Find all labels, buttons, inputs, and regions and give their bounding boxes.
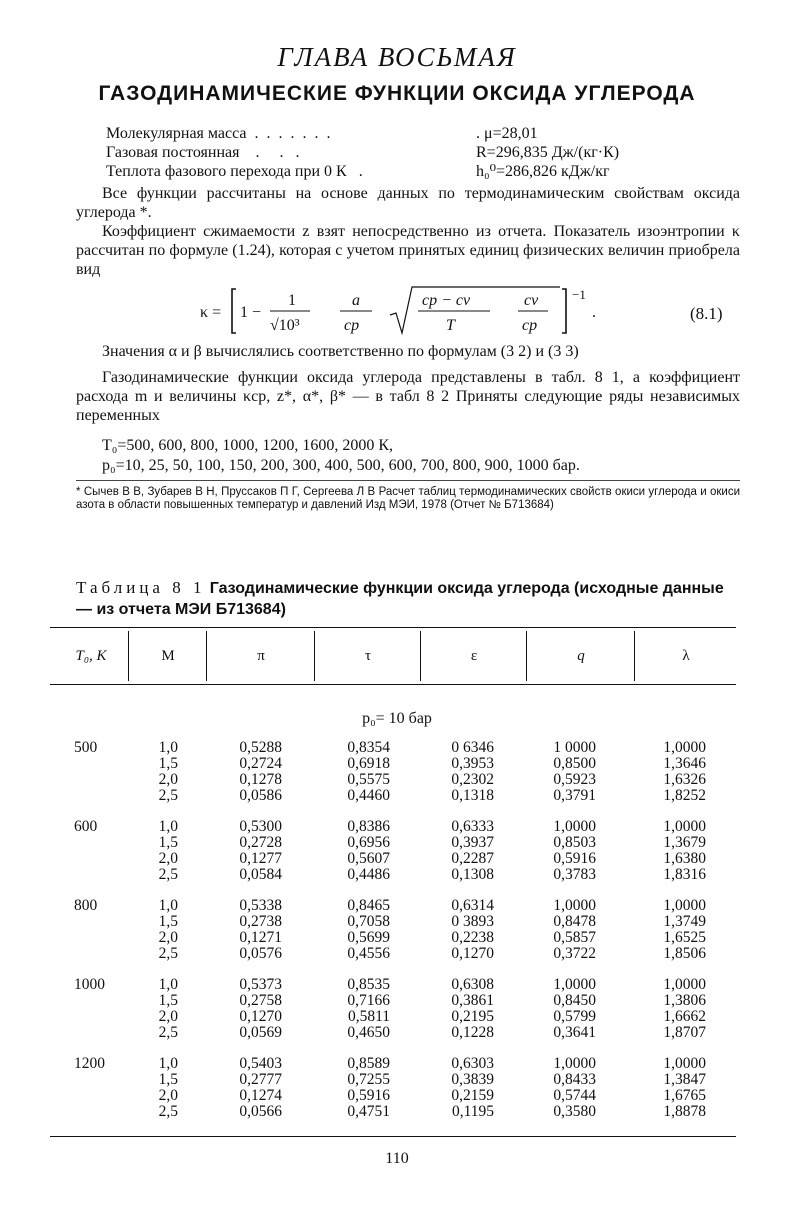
pressure-label: p₀= 10 бар	[362, 710, 432, 727]
table-column	[663, 740, 706, 804]
cell-epsilon: 0,2287	[451, 850, 494, 867]
table-column	[239, 1056, 282, 1120]
formula-period: .	[592, 304, 596, 321]
cell-tau: 0,4650	[347, 1024, 390, 1041]
table-column	[553, 898, 596, 962]
cell-m: 1,0	[158, 1055, 178, 1072]
cell-epsilon: 0,3937	[451, 834, 494, 851]
cell-lambda: 1,6662	[663, 1008, 706, 1025]
cell-m: 1,0	[158, 739, 178, 756]
table-caption	[76, 578, 740, 620]
cell-m: 2,0	[158, 1008, 178, 1025]
formula-den1: √10³	[270, 317, 300, 334]
formula-exponent: −1	[572, 287, 586, 302]
cell-tau: 0,4486	[347, 866, 390, 883]
cell-pi: 0,2758	[239, 992, 282, 1009]
header-epsilon: ε	[470, 648, 478, 664]
table-column	[159, 898, 178, 962]
formula-num1: 1	[288, 292, 296, 309]
cell-epsilon: 0 6346	[451, 739, 494, 756]
cell-q: 0,5857	[553, 929, 596, 946]
table-column	[239, 898, 282, 962]
paragraph-compressibility: Коэффициент сжимаемости z взят непосредственно из отчета. Показатель изоэнтропии κ рассчитан по формуле (1.24), которая с учетом принятых единиц физических величин приобрела вид	[76, 223, 740, 278]
column-divider	[128, 631, 129, 681]
cell-lambda: 1,3847	[663, 1071, 706, 1088]
table-column	[159, 819, 178, 883]
cell-epsilon: 0 3893	[451, 913, 494, 930]
table-header-rule	[50, 684, 736, 685]
cell-lambda: 1,8707	[663, 1024, 706, 1041]
chapter-heading: ГЛАВА ВОСЬМАЯ	[277, 42, 517, 72]
paragraph-intro: Все функции рассчитаны на основе данных по термодинамическим свойствам оксида углерода *.	[76, 185, 740, 221]
cell-m: 2,0	[158, 771, 178, 788]
cell-m: 1,0	[158, 976, 178, 993]
cell-lambda: 1,3806	[663, 992, 706, 1009]
formula-number: (8.1)	[690, 304, 723, 323]
cell-pi: 0,5300	[239, 818, 282, 835]
table-block	[50, 1056, 736, 1120]
header-q: q	[577, 648, 585, 664]
header-tau: τ	[364, 648, 372, 664]
cell-pi: 0,5373	[239, 976, 282, 993]
cell-lambda: 1,3679	[663, 834, 706, 851]
table-column	[159, 1056, 178, 1120]
cell-m: 2,5	[158, 866, 178, 883]
cell-tau: 0,7058	[347, 913, 390, 930]
table-column	[553, 740, 596, 804]
cell-q: 0,8433	[553, 1071, 596, 1088]
table-column	[663, 898, 706, 962]
table-column	[553, 819, 596, 883]
table-column	[239, 740, 282, 804]
cell-lambda: 1,3749	[663, 913, 706, 930]
cell-tau: 0,7166	[347, 992, 390, 1009]
table-block	[50, 977, 736, 1041]
cell-q: 1 0000	[553, 739, 596, 756]
cell-pi: 0,0576	[239, 945, 282, 962]
cell-lambda: 1,0000	[663, 976, 706, 993]
cell-tau: 0,6956	[347, 834, 390, 851]
cell-pi: 0,2777	[239, 1071, 282, 1088]
cell-pi: 0,0586	[239, 787, 282, 804]
cell-tau: 0,4460	[347, 787, 390, 804]
cell-epsilon: 0,6303	[451, 1055, 494, 1072]
footnote: * Сычев В В, Зубарев В Н, Пруссаков П Г, Сергеева Л В Расчет таблиц термодинамических свойств окиси углерода и окиси азота в области повышенных температур и давлений Изд МЭИ, 1978 (Отчет № Б713684)	[76, 486, 740, 511]
cell-t0: 600	[74, 818, 98, 835]
cell-lambda: 1,8878	[663, 1103, 706, 1120]
header-m: M	[161, 648, 175, 664]
table-column	[553, 1056, 596, 1120]
cell-pi: 0,5403	[239, 1055, 282, 1072]
header-t0: T₀, К	[75, 648, 107, 664]
formula-one: 1	[240, 304, 248, 321]
cell-lambda: 1,3646	[663, 755, 706, 772]
table-column	[347, 740, 390, 804]
cell-lambda: 1,8316	[663, 866, 706, 883]
cell-tau: 0,8535	[347, 976, 390, 993]
cell-pi: 0,1274	[239, 1087, 282, 1104]
table-top-rule	[50, 627, 736, 628]
cell-t0: 800	[74, 897, 98, 914]
formula-den4: cp	[522, 317, 538, 334]
table-column	[451, 898, 494, 962]
cell-tau: 0,5916	[347, 1087, 390, 1104]
cell-epsilon: 0,2195	[451, 1008, 494, 1025]
cell-m: 1,5	[158, 1071, 178, 1088]
table-column	[663, 977, 706, 1041]
cell-q: 0,8500	[553, 755, 596, 772]
column-divider	[314, 631, 315, 681]
column-divider	[634, 631, 635, 681]
left-bracket	[232, 289, 236, 333]
constant-value: R=296,835 Дж/(кг·К)	[476, 144, 620, 161]
column-divider	[420, 631, 421, 681]
cell-epsilon: 0,1270	[451, 945, 494, 962]
cell-q: 0,8450	[553, 992, 596, 1009]
cell-m: 1,5	[158, 913, 178, 930]
formula-minus: −	[252, 304, 262, 321]
cell-q: 1,0000	[553, 1055, 596, 1072]
cell-epsilon: 0,2238	[451, 929, 494, 946]
cell-tau: 0,5811	[347, 1008, 390, 1025]
cell-m: 1,5	[158, 992, 178, 1009]
cell-pi: 0,1277	[239, 850, 282, 867]
cell-pi: 0,1270	[239, 1008, 282, 1025]
formula-den3: T	[446, 317, 455, 334]
cell-q: 0,3791	[553, 787, 596, 804]
table-column	[239, 977, 282, 1041]
constant-row	[106, 143, 716, 162]
table-column	[663, 1056, 706, 1120]
cell-m: 1,5	[158, 755, 178, 772]
cell-lambda: 1,8506	[663, 945, 706, 962]
cell-lambda: 1,6380	[663, 850, 706, 867]
cell-m: 2,0	[158, 850, 178, 867]
cell-epsilon: 0,3861	[451, 992, 494, 1009]
cell-tau: 0,4556	[347, 945, 390, 962]
column-divider	[206, 631, 207, 681]
footnote-divider	[76, 480, 740, 481]
cell-epsilon: 0,6308	[451, 976, 494, 993]
cell-q: 0,3783	[553, 866, 596, 883]
cell-q: 0,8478	[553, 913, 596, 930]
cell-q: 0,5799	[553, 1008, 596, 1025]
series-temperatures: T₀=500, 600, 800, 1000, 1200, 1600, 2000 К,	[102, 437, 394, 454]
cell-m: 1,0	[158, 818, 178, 835]
cell-q: 1,0000	[553, 897, 596, 914]
cell-pi: 0,0566	[239, 1103, 282, 1120]
cell-m: 2,5	[158, 1024, 178, 1041]
constant-row	[106, 162, 716, 181]
cell-pi: 0,0569	[239, 1024, 282, 1041]
cell-epsilon: 0,1318	[451, 787, 494, 804]
table-column	[663, 819, 706, 883]
cell-q: 0,8503	[553, 834, 596, 851]
table-column	[553, 977, 596, 1041]
page-number: 110	[385, 1150, 409, 1167]
cell-q: 0,5916	[553, 850, 596, 867]
formula-8-1	[200, 285, 630, 337]
cell-tau: 0,5699	[347, 929, 390, 946]
header-pi: π	[257, 648, 265, 664]
cell-tau: 0,5575	[347, 771, 390, 788]
cell-tau: 0,7255	[347, 1071, 390, 1088]
constant-row	[106, 124, 716, 143]
series-pressures: p₀=10, 25, 50, 100, 150, 200, 300, 400, 500, 600, 700, 800, 900, 1000 бар.	[102, 457, 580, 474]
cell-pi: 0,5338	[239, 897, 282, 914]
table-column	[239, 819, 282, 883]
cell-pi: 0,5288	[239, 739, 282, 756]
formula-den2: cp	[344, 317, 360, 334]
table-column	[347, 819, 390, 883]
cell-q: 0,3641	[553, 1024, 596, 1041]
cell-epsilon: 0,1228	[451, 1024, 494, 1041]
cell-m: 1,0	[158, 897, 178, 914]
cell-epsilon: 0,3839	[451, 1071, 494, 1088]
cell-lambda: 1,0000	[663, 897, 706, 914]
cell-epsilon: 0,2159	[451, 1087, 494, 1104]
cell-lambda: 1,6765	[663, 1087, 706, 1104]
cell-pi: 0,0584	[239, 866, 282, 883]
cell-lambda: 1,0000	[663, 1055, 706, 1072]
cell-pi: 0,1278	[239, 771, 282, 788]
table-label: Таблица 8 1	[76, 578, 206, 597]
cell-m: 2,5	[158, 787, 178, 804]
cell-m: 2,5	[158, 945, 178, 962]
formula-lhs: κ =	[200, 304, 222, 321]
cell-pi: 0,2724	[239, 755, 282, 772]
cell-epsilon: 0,6333	[451, 818, 494, 835]
cell-m: 2,0	[158, 929, 178, 946]
formula-num4: cv	[524, 292, 539, 309]
cell-q: 0,3580	[553, 1103, 596, 1120]
cell-epsilon: 0,2302	[451, 771, 494, 788]
table-block	[50, 898, 736, 962]
cell-lambda: 1,0000	[663, 818, 706, 835]
cell-tau: 0,8465	[347, 897, 390, 914]
cell-lambda: 1,0000	[663, 739, 706, 756]
cell-tau: 0,6918	[347, 755, 390, 772]
cell-tau: 0,8354	[347, 739, 390, 756]
table-block	[50, 740, 736, 804]
cell-q: 0,5923	[553, 771, 596, 788]
table-column	[347, 1056, 390, 1120]
table-column	[347, 977, 390, 1041]
chapter-title: ГАЗОДИНАМИЧЕСКИЕ ФУНКЦИИ ОКСИДА УГЛЕРОДА	[98, 82, 696, 105]
cell-epsilon: 0,3953	[451, 755, 494, 772]
paragraph-alpha-beta: Значения α и β вычислялись соответственно по формулам (3 2) и (3 3)	[102, 343, 579, 360]
cell-pi: 0,2738	[239, 913, 282, 930]
formula-num3: cp − cv	[422, 292, 471, 309]
cell-m: 1,5	[158, 834, 178, 851]
paragraph-tables: Газодинамические функции оксида углерода представлены в табл. 8 1, а коэффициент расхода m и величины κср, z*, α*, β* — в табл 8 2 Приняты следующие ряды независимых переменных	[76, 369, 740, 424]
table-column	[159, 740, 178, 804]
cell-tau: 0,4751	[347, 1103, 390, 1120]
table-column	[451, 819, 494, 883]
constant-label: Молекулярная масса . . . . . . .	[106, 125, 331, 142]
cell-q: 0,3722	[553, 945, 596, 962]
column-divider	[526, 631, 527, 681]
table-bottom-rule	[50, 1136, 736, 1137]
table-column	[347, 898, 390, 962]
cell-q: 1,0000	[553, 818, 596, 835]
cell-lambda: 1,6525	[663, 929, 706, 946]
cell-q: 1,0000	[553, 976, 596, 993]
cell-epsilon: 0,1195	[451, 1103, 494, 1120]
table-column	[451, 977, 494, 1041]
cell-tau: 0,8386	[347, 818, 390, 835]
constant-value: . μ=28,01	[476, 125, 538, 142]
constant-value: h₀⁰=286,826 кДж/кг	[476, 163, 610, 180]
right-bracket	[562, 289, 566, 333]
cell-pi: 0,1271	[239, 929, 282, 946]
cell-epsilon: 0,6314	[451, 897, 494, 914]
header-lambda: λ	[682, 648, 690, 664]
constant-label: Газовая постоянная . . .	[106, 144, 300, 161]
constants-list	[106, 124, 716, 181]
formula-num2: a	[352, 292, 360, 309]
table-column	[159, 977, 178, 1041]
cell-q: 0,5744	[553, 1087, 596, 1104]
cell-lambda: 1,6326	[663, 771, 706, 788]
cell-m: 2,5	[158, 1103, 178, 1120]
cell-tau: 0,8589	[347, 1055, 390, 1072]
cell-lambda: 1,8252	[663, 787, 706, 804]
cell-m: 2,0	[158, 1087, 178, 1104]
cell-t0: 1000	[74, 976, 105, 993]
constant-label: Теплота фазового перехода при 0 К .	[106, 163, 363, 180]
cell-pi: 0,2728	[239, 834, 282, 851]
table-caption-text: Газодинамические функции оксида углерода (исходные данные — из отчета МЭИ Б713684)	[76, 580, 724, 618]
cell-epsilon: 0,1308	[451, 866, 494, 883]
cell-tau: 0,5607	[347, 850, 390, 867]
table-block	[50, 819, 736, 883]
table-column	[451, 740, 494, 804]
cell-t0: 1200	[74, 1055, 105, 1072]
table-column	[451, 1056, 494, 1120]
cell-t0: 500	[74, 739, 98, 756]
